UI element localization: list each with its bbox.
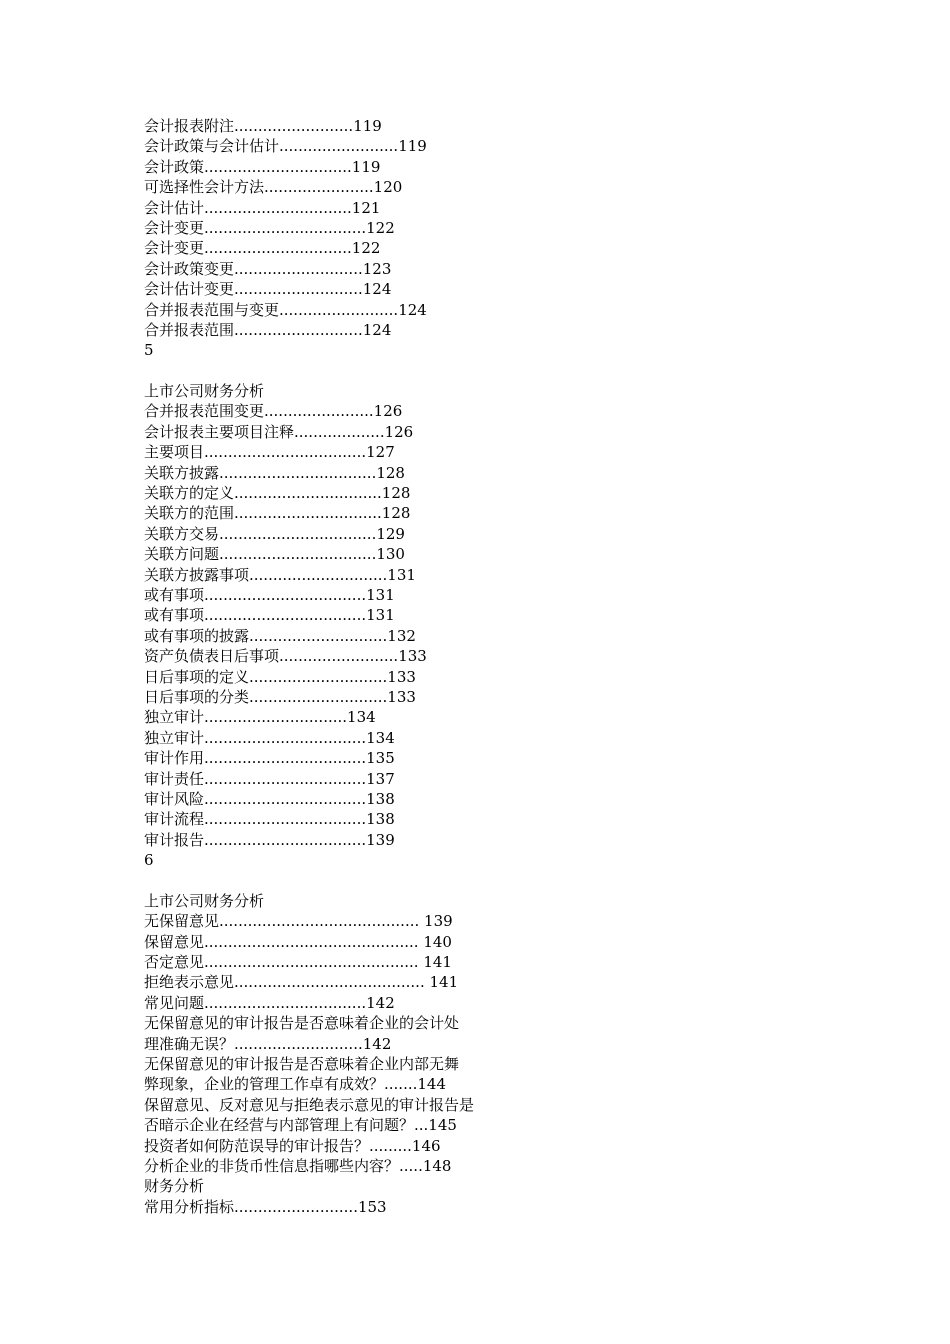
toc-entry: 审计报告..................................139 (144, 830, 395, 849)
toc-entry: 独立审计..............................134 (144, 708, 376, 727)
page-number: 5 (144, 341, 154, 360)
toc-entry: 资产负债表日后事项.........................133 (144, 647, 427, 666)
toc-entry: 审计责任..................................137 (144, 769, 395, 788)
toc-entry: 常见问题..................................142 (144, 993, 395, 1012)
page-number: 6 (144, 851, 154, 870)
toc-entry: 日后事项的定义.............................133 (144, 667, 416, 686)
toc-entry: 无保留意见的审计报告是否意味着企业内部无舞 (144, 1054, 460, 1073)
toc-page (144, 116, 544, 1217)
toc-entry: 日后事项的分类.............................133 (144, 687, 416, 706)
toc-entry: 会计报表主要项目注释...................126 (144, 422, 414, 441)
running-header: 上市公司财务分析 (144, 891, 265, 910)
toc-entry: 保留意见............................................. 140 (144, 932, 452, 951)
toc-entry: 理准确无误？...........................142 (144, 1034, 392, 1053)
toc-entry: 会计变更...............................122 (144, 239, 381, 258)
toc-entry: 常用分析指标..........................153 (144, 1197, 387, 1216)
toc-entry: 分析企业的非货币性信息指哪些内容？.....148 (144, 1156, 452, 1175)
toc-entry: 独立审计..................................134 (144, 728, 395, 747)
toc-entry: 无保留意见.......................................... 139 (144, 912, 453, 931)
toc-entry: 审计作用..................................135 (144, 749, 395, 768)
toc-entry: 会计报表附注.........................119 (144, 117, 382, 135)
toc-entry: 保留意见、反对意见与拒绝表示意见的审计报告是 (144, 1095, 475, 1114)
toc-entry: 会计估计变更...........................124 (144, 280, 392, 299)
toc-entry: 审计风险..................................138 (144, 789, 395, 808)
toc-entry: 或有事项的披露.............................132 (144, 626, 416, 645)
toc-entry: 审计流程..................................138 (144, 810, 395, 829)
toc-entry: 会计变更..................................122 (144, 218, 395, 237)
toc-entry: 关联方的定义...............................128 (144, 484, 411, 503)
toc-entry: 否定意见............................................. 141 (144, 953, 452, 972)
toc-entry: 合并报表范围变更.......................126 (144, 402, 403, 421)
toc-entry: 合并报表范围与变更.........................124 (144, 300, 427, 319)
toc-entry: 或有事项..................................131 (144, 585, 395, 604)
toc-entry: 否暗示企业在经营与内部管理上有问题？...145 (144, 1116, 457, 1135)
toc-entry: 会计政策与会计估计.........................119 (144, 137, 427, 156)
toc-entry: 关联方披露事项.............................131 (144, 565, 416, 584)
toc-entry: 会计估计...............................121 (144, 198, 381, 217)
toc-entry: 无保留意见的审计报告是否意味着企业的会计处 (144, 1014, 460, 1033)
running-header: 上市公司财务分析 (144, 382, 265, 401)
blank-line (144, 870, 544, 890)
toc-entry: 可选择性会计方法.......................120 (144, 178, 403, 197)
toc-entry: 投资者如何防范误导的审计报告？.........146 (144, 1136, 441, 1155)
toc-entry: 关联方问题.................................130 (144, 545, 405, 564)
toc-entry: 或有事项..................................131 (144, 606, 395, 625)
toc-entry: 关联方交易.................................129 (144, 524, 405, 543)
section-heading: 财务分析 (144, 1177, 205, 1196)
toc-entry: 拒绝表示意见........................................ 141 (144, 973, 459, 992)
blank-line (144, 361, 544, 381)
toc-entry: 会计政策变更...........................123 (144, 259, 392, 278)
toc-entry: 关联方的范围...............................128 (144, 504, 411, 523)
toc-entry: 弊现象，企业的管理工作卓有成效？.......144 (144, 1075, 447, 1094)
toc-entry: 关联方披露.................................128 (144, 463, 405, 482)
toc-entry: 合并报表范围...........................124 (144, 320, 392, 339)
toc-entry: 会计政策...............................119 (144, 157, 381, 176)
toc-entry: 主要项目..................................127 (144, 443, 395, 462)
